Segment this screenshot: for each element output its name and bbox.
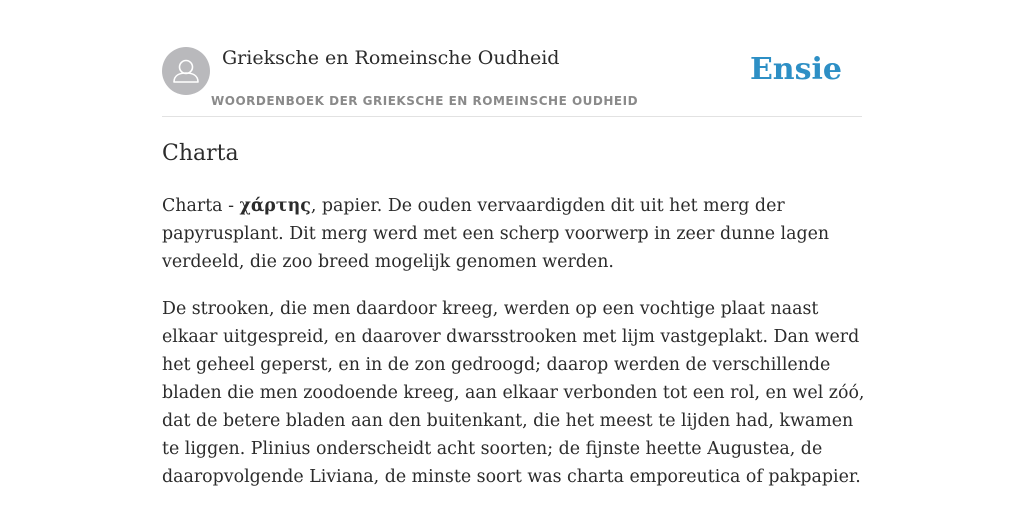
paragraph-2: De strooken, die men daardoor kreeg, werden op een vochtige plaat naast elkaar uitgespreid, en daarover dwarsstrooken met lijm vastgeplakt. Dan werd het geheel geperst, en in de zon gedroogd; daarop werden de verschillende bladen die men zoodoende kreeg, aan elkaar verbonden tot een rol, en wel zóó, dat de betere bladen aan den buitenkant, die het meest te lijden had, kwamen te liggen. Plinius onderscheidt acht soorten; de fijnste heette Augustea, de daaropvolgende Liviana, de minste soort was charta emporeutica of pakpapier. — [162, 299, 865, 487]
entry-title: Charta — [162, 141, 239, 166]
brand-logo[interactable]: Ensie — [749, 52, 842, 87]
entry-content — [162, 192, 867, 510]
greek-term: χάρτης — [239, 196, 311, 216]
paragraph-1 — [162, 192, 867, 276]
header — [162, 0, 862, 117]
source-subtitle: WOORDENBOEK DER GRIEKSCHE EN ROMEINSCHE OUDHEID — [211, 94, 639, 108]
user-placeholder-icon[interactable] — [162, 47, 210, 95]
paragraph-1-text: , papier. De ouden vervaardigden dit uit het merg der papyrusplant. Dit merg werd met een scherp voorwerp in zeer dunne lagen verdeeld, die zoo breed mogelijk genomen werden. — [162, 196, 830, 272]
source-title[interactable]: Grieksche en Romeinsche Oudheid — [222, 47, 560, 69]
entry-term: Charta - — [162, 196, 240, 216]
